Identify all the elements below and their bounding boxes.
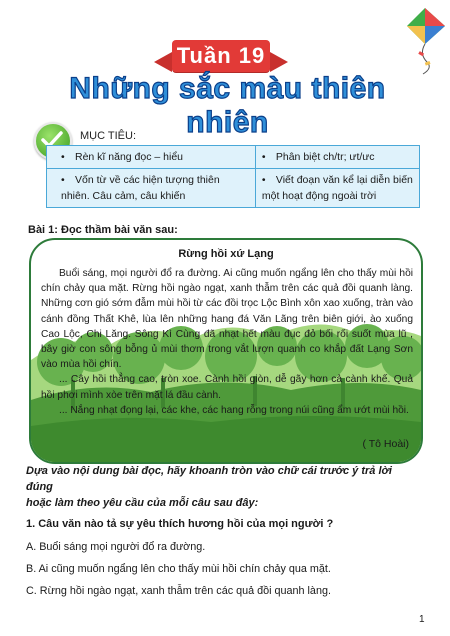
answer-option-c[interactable]: C. Rừng hồi ngào ngạt, xanh thẫm trên các quả đồi quanh làng.	[26, 585, 331, 597]
instruction-text: Dựa vào nội dung bài đọc, hãy khoanh tròn vào chữ cái trước ý trả lời đúng	[26, 465, 392, 493]
banner-ribbon-right	[270, 52, 288, 72]
story-paragraph: ... Cây hồi thẳng cao, tròn xoe. Cành hồi giòn, dễ gãy hơn cả cành khế. Quả hồi phơi mình xòe trên mặt lá đầu cành.	[41, 374, 413, 401]
story-box	[29, 238, 423, 464]
objective-cell: • Rèn kĩ năng đọc – hiểu	[47, 146, 256, 169]
page-number: 1	[419, 614, 425, 625]
objective-cell: • Phân biệt ch/tr; ưt/ưc	[255, 146, 419, 169]
objectives-row	[47, 146, 420, 169]
banner-ribbon-left	[154, 52, 172, 72]
story-paragraph: ... Nắng nhạt đọng lại, các khe, các hang rỗng trong núi cũng ẩm ướt mùi hồi.	[59, 404, 409, 416]
story-paragraph: Buổi sáng, mọi người đổ ra đường. Ai cũng muốn ngẩng lên cho thấy mùi hồi chín chảy qua mặt. Rừng hồi ngào ngạt, xanh thẫm trên các quả đồi quanh làng. Những cơn gió sớm đẫm mùi hồi từ các đồi trọc Lộc Bình xôn xao xuống, tràn vào cánh đồng Thất Khê, lùa lên những hang đá Văn Lãng trên biên giới, ào xuống Cao Lộc, Chi Lăng. Sông Kì Cùng đã nhạt hết màu đục đỏ bối rối suốt mùa lũ , bây giờ con sông bỗng ủ mùi thơm trong vắt lượn quanh co khắp đất Lạng Sơn vào mùa hồi chín.	[41, 268, 413, 371]
page-title: Những sắc màu thiên nhiên	[69, 72, 386, 139]
exercise-title: Bài 1: Đọc thầm bài văn sau:	[28, 224, 178, 236]
question-1: 1. Câu văn nào tả sự yêu thích hương hồi của mọi người ?	[26, 518, 334, 530]
story-text	[41, 266, 413, 418]
kite-icon	[405, 6, 447, 76]
story-author: ( Tô Hoài)	[362, 438, 409, 450]
answer-option-b[interactable]: B. Ai cũng muốn ngẩng lên cho thấy mùi hồi chín chảy qua mặt.	[26, 563, 331, 575]
objective-cell: • Viết đoạn văn kể lại diễn biến một hoạt động ngoài trời	[255, 169, 419, 208]
story-title: Rừng hồi xứ Lạng	[178, 248, 274, 260]
objectives-label: MỤC TIÊU:	[80, 130, 137, 142]
answer-option-a[interactable]: A. Buổi sáng mọi người đổ ra đường.	[26, 541, 206, 553]
objectives-row	[47, 169, 420, 208]
week-label: Tuần 19	[172, 40, 270, 72]
instruction-text: hoặc làm theo yêu cầu của mỗi câu sau đây:	[26, 497, 259, 509]
objectives-table	[46, 145, 420, 208]
objective-cell: • Vốn từ về các hiện tượng thiên nhiên. Câu cảm, câu khiến	[47, 169, 256, 208]
